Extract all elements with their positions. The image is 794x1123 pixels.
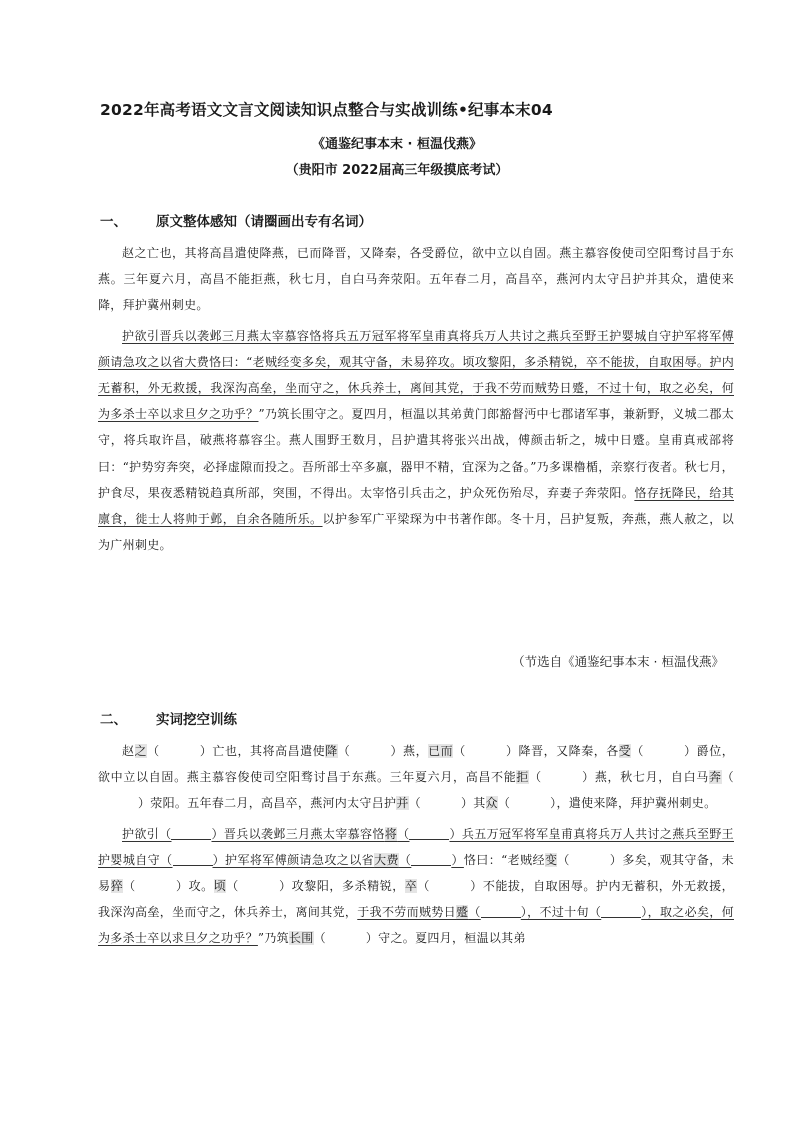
highlighted-word: 卒 <box>404 879 418 894</box>
answer-blank[interactable] <box>409 825 449 840</box>
exercise-text: ）护军将军傅颜请急攻之以省 <box>212 852 375 867</box>
exercise-text: ）亡也，其将高昌遣使 <box>199 744 326 758</box>
highlighted-word: 并 <box>396 796 409 811</box>
highlighted-word: 猝 <box>110 879 124 894</box>
exercise-text: ）其 <box>460 796 486 811</box>
answer-blank[interactable] <box>481 903 521 918</box>
exercise-text: （ <box>226 879 239 894</box>
exercise-text: ）燕，秋七月，自白马 <box>581 770 709 785</box>
exercise-text: （ <box>468 905 481 920</box>
highlighted-word: 蹙 <box>456 905 469 920</box>
exercise-text: （ <box>557 852 570 867</box>
exercise-text: ） <box>451 852 464 867</box>
highlighted-word: 拒 <box>516 770 530 785</box>
exercise-text: ）守之。夏四月，桓温以其弟 <box>365 931 526 946</box>
highlighted-word: 之 <box>134 744 148 758</box>
exercise-text: 赵 <box>122 744 135 758</box>
exercise-text: （ <box>313 931 326 946</box>
section-title: 实词挖空训练 <box>156 712 237 728</box>
highlighted-word: 已而 <box>428 744 454 758</box>
translation-sentence-2: 恪存抚降民，给其廪食，徙士人将帅于邺，自余各随所乐。 <box>98 485 734 527</box>
exercise-text: 恪曰：“老贼经 <box>463 852 545 867</box>
exercise-text: （ <box>397 826 410 841</box>
exercise-text: （ <box>497 796 511 811</box>
exercise-paragraph-2 <box>98 821 734 952</box>
exercise-text: （ <box>631 744 644 758</box>
exercise-text: ），遣使来降，拜护冀州刺史。 <box>550 796 717 811</box>
document-subtitle: 《通鉴纪事本末 · 桓温伐燕》 <box>312 137 482 152</box>
exercise-text: （ <box>721 770 734 785</box>
section-title: 原文整体感知（请圈画出专有名词） <box>156 214 372 230</box>
fill-blank-exercise <box>98 738 734 952</box>
paragraph-1: 赵之亡也，其将高昌遣使降燕，已而降晋，又降秦，各受爵位，欲中立以自固。燕主慕容俊使司空阳骛讨昌于东燕。三年夏六月，高昌不能拒燕，秋七月，自白马奔荥阳。五年春二月，高昌卒，燕河内太守吕护并其众，遣使来降，拜护冀州刺史。 <box>98 246 734 313</box>
exercise-text: ）攻黎阳，多杀精锐， <box>278 879 405 894</box>
exercise-text: ）爵位，欲中立以自固。燕主慕容俊使司空阳骛讨昌于东燕。三年夏六月，高昌不能 <box>98 744 735 785</box>
exercise-text: ”乃筑 <box>257 931 289 946</box>
exercise-text: （ <box>147 744 160 758</box>
exercise-text: 护欲引（ <box>122 826 172 841</box>
exercise-text: ）不能拔，自取困辱。护内无蓄积，外无救援，我深沟高垒，坐而守之，休兵养士，离间其党， <box>98 879 734 920</box>
exercise-text: ）攻。 <box>175 879 214 894</box>
highlighted-word: 顷 <box>213 879 227 894</box>
exercise-text: （ <box>337 744 351 758</box>
exercise-text: （ <box>417 879 430 894</box>
section-number: 二、 <box>100 712 127 728</box>
exercise-text: ）降晋，又降秦，各 <box>505 744 619 758</box>
exercise-text: ）多矣，观其守备，未易 <box>98 852 734 894</box>
answer-blank[interactable] <box>411 851 451 866</box>
highlighted-word: 奔 <box>708 770 722 785</box>
exercise-text: ），取之必矣，何为多杀士卒以求旦夕之功乎？ <box>98 905 734 946</box>
exercise-text: ），不过十旬（ <box>520 905 602 920</box>
exercise-text: 于我不劳而贼势日 <box>357 905 457 920</box>
highlighted-word: 众 <box>485 796 498 811</box>
highlighted-word: 变 <box>544 852 558 867</box>
original-text <box>98 240 734 558</box>
exercise-text: （ <box>398 852 412 867</box>
paragraph-2 <box>98 323 734 559</box>
highlighted-word: 长围 <box>288 931 314 946</box>
answer-blank[interactable] <box>171 825 211 840</box>
translation-sentence-1: 于我不劳而贼势日蹙，不过十旬，取之必矣，何为多杀士卒以求旦夕之功乎？ <box>98 381 734 422</box>
highlighted-word: 将 <box>384 826 398 841</box>
exercise-text: （ <box>123 879 136 894</box>
exercise-paragraph-1 <box>98 738 734 817</box>
section-2-heading <box>100 708 700 728</box>
exercise-text: ）荥阳。五年春二月，高昌卒，燕河内太守吕护 <box>138 796 397 811</box>
highlighted-word: 受 <box>618 744 632 758</box>
section-1-heading <box>100 210 700 230</box>
exercise-text: ）晋兵以袭邺三月燕太宰慕容恪 <box>211 826 385 841</box>
highlighted-word: 降 <box>325 744 338 758</box>
exercise-text: ）燕， <box>390 744 429 758</box>
document-title: 2022年高考语文文言文阅读知识点整合与实战训练•纪事本末04 <box>100 101 553 119</box>
unpunctuated-passage: 护欲引晋兵以袭邺三月燕太宰慕容恪将兵五万冠军将军皇甫真将兵万人共讨之燕兵至野王护婴城自守护军将军傅颜请急攻之以省大费恪曰：“老贼经变多矣，观其守备，未易猝攻。顷攻黎阳，多杀精锐，卒不能拔，自取困辱。护内无蓄积，外无救援，我深沟高垒，坐而守之，休兵养士，离间其党， <box>98 328 734 396</box>
exercise-text: （ <box>453 744 466 758</box>
exercise-text: （ <box>408 796 421 811</box>
paragraph-2-body: ”乃筑长围守之。夏四月，桓温以其弟黄门郎豁督沔中七郡诸军事，兼新野，义城二郡太守，将兵取许昌，破燕将慕容尘。燕人围野王数月，吕护遣其将张兴出战，傅颜击斩之，城中日蹙。皇甫真戒部将曰：“护势穷奔突，必择虚隙而投之。吾所部士卒多羸，器甲不精，宜深为之备。”乃多课橹楯，亲察行夜者。秋七月，护食尽，果夜悉精锐趋真所部，突围，不得出。太宰恪引兵击之，护众死伤殆尽，弃妻子奔荥阳。 <box>98 407 734 500</box>
exercise-text: ）兵五万冠军将军皇甫真将兵万人共讨之燕兵至野王护婴城自守（ <box>98 826 734 867</box>
section-number: 一、 <box>100 214 127 230</box>
excerpt-source: （节选自《通鉴纪事本末 · 桓温伐燕》 <box>512 654 724 669</box>
exercise-text: （ <box>529 770 542 785</box>
paragraph-2-end: 以护参军广平梁琛为中书著作郎。冬十月，吕护复叛，奔燕，燕人赦之，以为广州刺史。 <box>98 512 734 553</box>
answer-blank[interactable] <box>173 851 213 866</box>
highlighted-word: 大费 <box>374 852 399 867</box>
exam-source-note: （贵阳市 2022届高三年级摸底考试） <box>285 163 509 178</box>
answer-blank[interactable] <box>601 903 641 918</box>
